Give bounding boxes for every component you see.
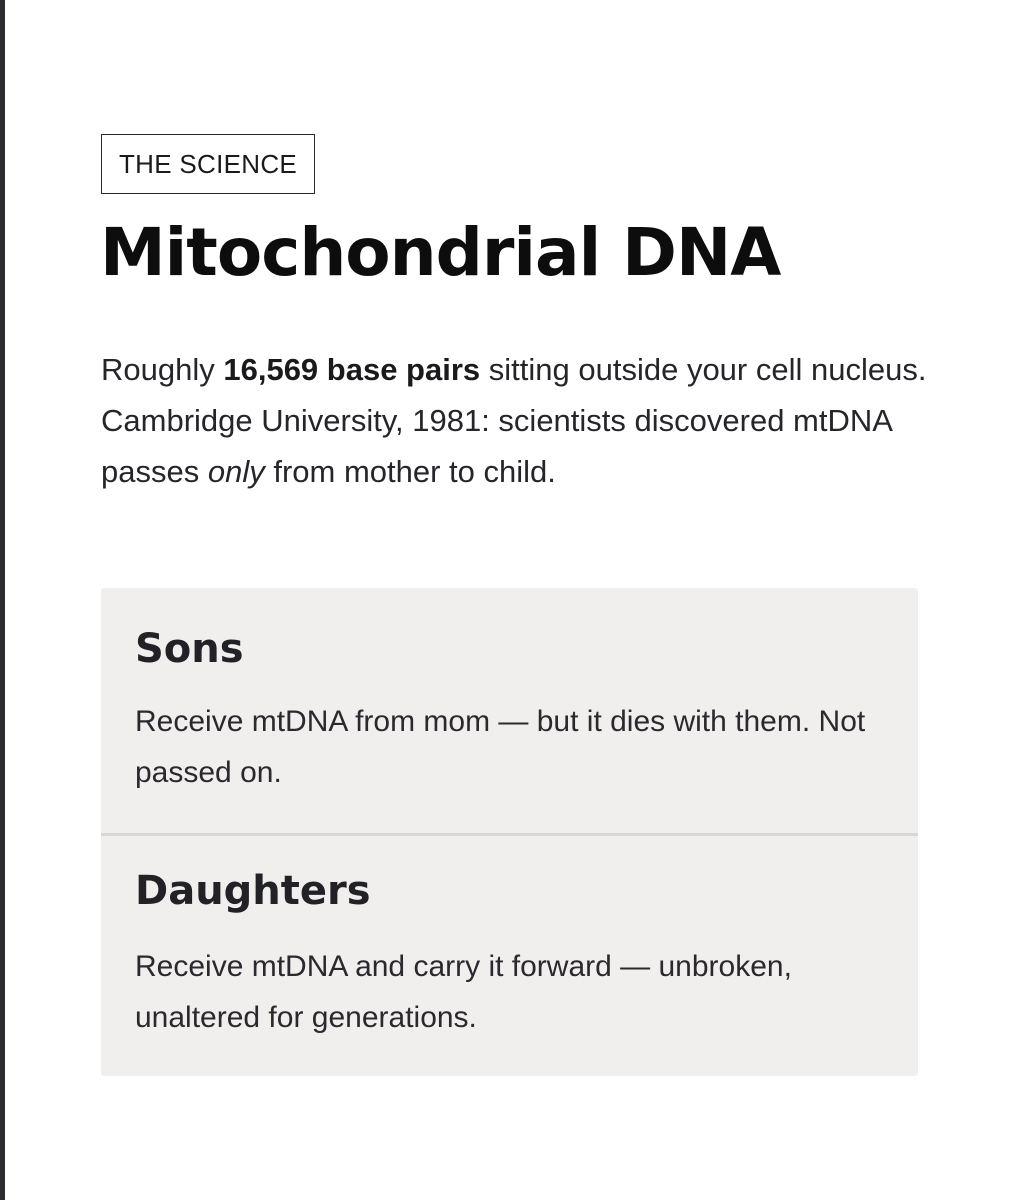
page-title: Mitochondrial DNA [100, 214, 781, 291]
sons-section [101, 588, 918, 833]
daughters-heading: Daughters [135, 868, 371, 914]
intro-text-2: sitting outside your cell nucleus. Cambridge University, 1981: scientists discovered mtDNA passes [101, 352, 927, 489]
intro-text-1: Roughly [101, 352, 224, 387]
left-edge-rule [0, 0, 5, 1200]
section-tag: THE SCIENCE [101, 134, 315, 194]
intro-italic-only: only [207, 454, 265, 489]
daughters-section [101, 836, 918, 1076]
intro-paragraph [101, 344, 931, 497]
intro-text-3: from mother to child. [264, 454, 556, 489]
inheritance-card [101, 588, 918, 1076]
intro-bold-base-pairs: 16,569 base pairs [223, 352, 481, 387]
sons-description: Receive mtDNA from mom — but it dies with them. Not passed on. [135, 705, 866, 789]
daughters-description: Receive mtDNA and carry it forward — unbroken, unaltered for generations. [135, 950, 792, 1034]
sons-heading: Sons [135, 626, 244, 672]
